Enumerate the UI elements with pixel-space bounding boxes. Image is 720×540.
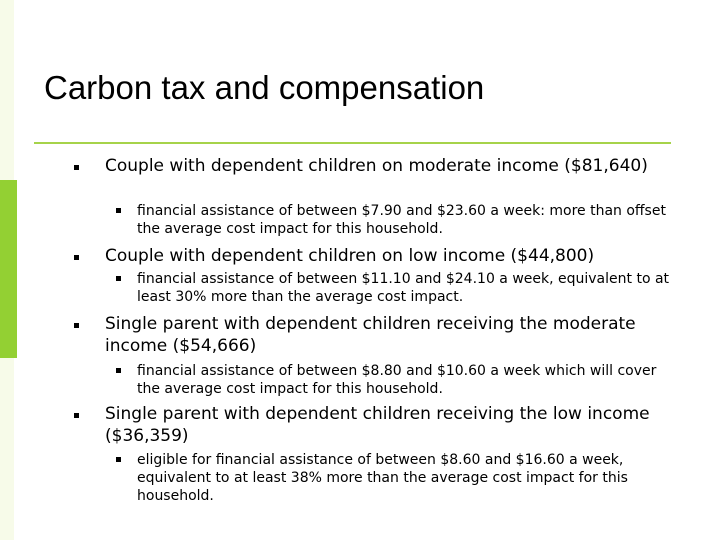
sub-bullet-item-3: financial assistance of between $8.80 and $10.60 a week which will cover the average cost impact for this household. bbox=[137, 363, 657, 397]
slide-title: Carbon tax and compensation bbox=[44, 69, 485, 106]
square-bullet-icon bbox=[116, 368, 121, 373]
square-bullet-icon bbox=[74, 255, 79, 260]
bullet-item-2: Couple with dependent children on low income ($44,800) bbox=[105, 246, 595, 266]
square-bullet-icon bbox=[74, 165, 79, 170]
square-bullet-icon bbox=[74, 413, 79, 418]
square-bullet-icon bbox=[116, 208, 121, 213]
square-bullet-icon bbox=[74, 323, 79, 328]
bullet-item-4: Single parent with dependent children receiving the low income ($36,359) bbox=[105, 404, 650, 446]
sub-bullet-item-2: financial assistance of between $11.10 and $24.10 a week, equivalent to at least 30% more than the average cost impact. bbox=[137, 271, 670, 305]
bullet-item-3: Single parent with dependent children receiving the moderate income ($54,666) bbox=[105, 314, 636, 356]
bullet-item-1: Couple with dependent children on moderate income ($81,640) bbox=[105, 156, 648, 176]
square-bullet-icon bbox=[116, 276, 121, 281]
sub-bullet-item-4: eligible for financial assistance of between $8.60 and $16.60 a week, equivalent to at least 38% more than the average cost impact for this household. bbox=[137, 452, 628, 504]
square-bullet-icon bbox=[116, 457, 121, 462]
sub-bullet-item-1: financial assistance of between $7.90 and $23.60 a week: more than offset the average cost impact for this household. bbox=[137, 203, 666, 237]
